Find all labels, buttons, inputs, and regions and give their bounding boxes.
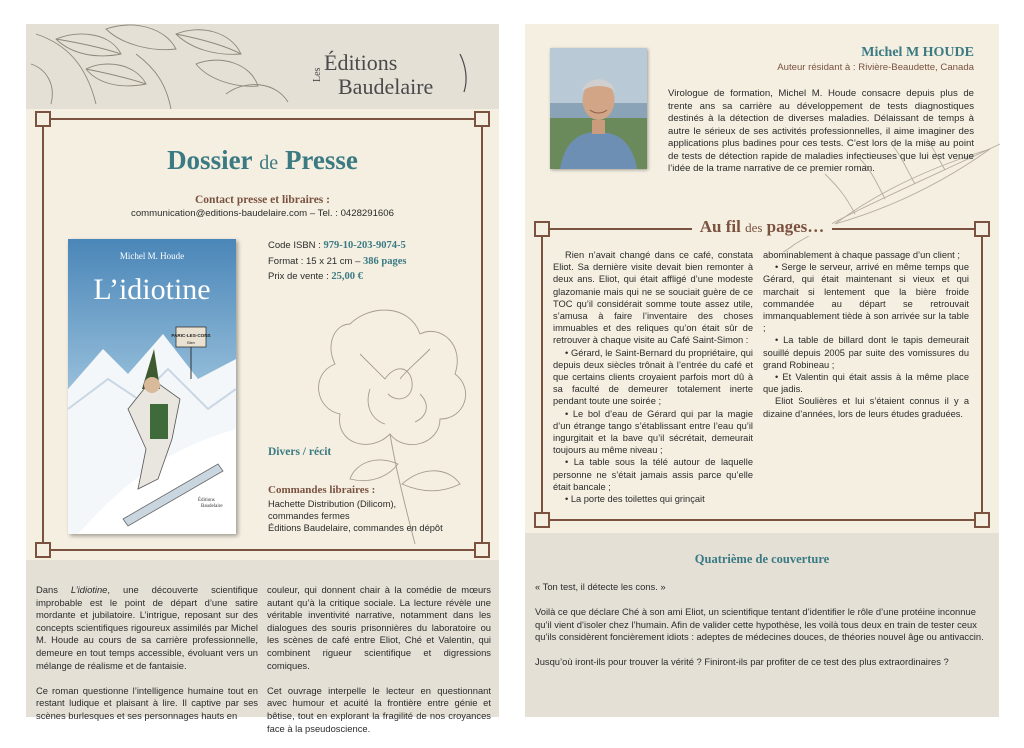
logo-line2: Baudelaire — [338, 74, 434, 99]
excerpt-paragraph: • La table sous la télé autour de laquelle personne ne s’était jamais assis parce qu’elle était bancale ; — [553, 457, 753, 492]
summary-paragraph: couleur, qui donnent chair à la comédie de mœurs autant qu’à la critique sociale. La lecture révèle une véritable inventivité narrative, notamment dans les dialogues des souris prisonnières du laboratoire ou les scènes de café entre Eliot, Ché et Valentin, qui combinent rigueur scientifique et digressions comiques. — [267, 584, 491, 671]
excerpt-paragraph: Eliot Soulières et lui s’étaient connus il y a dizaine d’années, lors de leurs études graduées. — [763, 396, 969, 419]
orders-line: commandes fermes — [268, 511, 350, 521]
title-word: de — [259, 152, 279, 174]
format-row — [268, 254, 407, 270]
excerpt-column — [763, 249, 969, 420]
frame-corner — [474, 111, 490, 127]
excerpt-paragraph: • Et Valentin qui était assis à la même place que jadis. — [763, 372, 969, 395]
price-label: Prix de vente : — [268, 271, 329, 282]
header-band — [26, 24, 499, 109]
back-cover-title: Quatrième de couverture — [694, 552, 830, 566]
orders-line: Éditions Baudelaire, commandes en dépôt — [268, 523, 443, 533]
author-photo — [550, 48, 647, 169]
book-title-em: L’idiotine — [70, 584, 108, 595]
logo-line1: Éditions — [324, 50, 398, 75]
excerpt-paragraph: • La table de billard dont le tapis demeurait souillé depuis 2005 par suite des vomissures du grand Robineau ; — [763, 335, 969, 370]
author-location: Auteur résidant à : Rivière-Beaudette, Canada — [777, 62, 974, 73]
contact-heading: Contact presse et libraires : — [195, 194, 330, 206]
back-cover-paragraph: « Ton test, il détecte les cons. » — [535, 581, 666, 592]
format-label: Format : 15 x 21 cm – — [268, 255, 361, 267]
orders-heading: Commandes libraires : — [268, 484, 376, 496]
excerpt-title — [525, 217, 999, 237]
back-cover-paragraph: Jusqu’où iront-ils pour trouver la vérité ? Finiront-ils par profiter de ce test des plus extraordinaires ? — [535, 656, 949, 667]
title-word: Au fil — [699, 217, 741, 236]
isbn-label: Code ISBN : — [268, 240, 321, 251]
logo-quill — [460, 54, 466, 92]
editions-baudelaire-logo — [310, 44, 490, 104]
cover-title: L’idiotine — [93, 273, 211, 306]
summary-text: Dans — [36, 584, 71, 595]
leaves-decoration — [26, 24, 326, 109]
contact-line: communication@editions-baudelaire.com – Tel. : 0428291606 — [131, 208, 394, 219]
summary-paragraph — [36, 584, 258, 672]
left-page — [26, 24, 499, 734]
back-cover-text — [535, 581, 987, 681]
orders-line: Hachette Distribution (Dilicom), — [268, 499, 397, 509]
book-cover — [68, 239, 236, 534]
summary-band — [26, 560, 499, 734]
frame-corner — [534, 512, 550, 528]
genre-label: Divers / récit — [268, 446, 332, 458]
isbn-value: 979-10-203-9074-5 — [323, 240, 406, 251]
cover-sign-line2: Bien — [187, 341, 195, 345]
back-cover-band — [525, 533, 999, 717]
right-page — [525, 24, 999, 717]
title-word: pages… — [766, 217, 825, 236]
book-info — [268, 238, 407, 285]
summary-text: , une découverte scientifique improbable est le point de départ d’une satire mordante et jubilatoire. L’intrigue, reposant sur des concepts scientifiques rigoureux assimilés par Michel M. Houde au cours de sa carrière professionnelle, demeure en tout temps accessible, évoluant vers un mélange de réalisme et de fantaisie. — [36, 584, 258, 671]
title-word: des — [745, 220, 763, 235]
excerpt-column — [553, 249, 753, 505]
author-bio: Virologue de formation, Michel M. Houde consacre depuis plus de trente ans sa carrière au développement de tests diagnostiques destinés à la détection de diverses maladies. Délaissant de temps à autre le sérieux de ses activités professionnelles, il aime imaginer des applications plus badines pour ces tests. C’est lors de la mise au point de tests de détection rapide de maladies infectieuses que lui est venue l’idée de la trame narrative de ce premier roman. — [668, 88, 974, 174]
excerpt-paragraph: • Le bol d’eau de Gérard qui par la magie d’un étrange tango s’établissant entre l’eau qu’il ingurgitait et la bave qu’il sécrétait, demeurait toujours au même niveau ; — [553, 408, 753, 456]
frame-corner — [35, 111, 51, 127]
excerpt-paragraph: • Serge le serveur, arrivé en même temps que Gérard, qui était maintenant si vieux et qui marchait si lentement que la bière froide commandée au départ se retrouvait immanquablement tiède à son arrivée sur la table ; — [763, 262, 969, 334]
summary-column — [36, 584, 258, 735]
excerpt-paragraph: abominablement à chaque passage d’un client ; — [763, 250, 960, 260]
frame-corner — [474, 542, 490, 558]
summary-paragraph: Cet ouvrage interpelle le lecteur en questionnant avec humour et acuité la frontière entre génie et bêtise, tout en explorant la fragilité de nos croyances face à la pseudoscience. — [267, 684, 491, 734]
title-word: Dossier — [167, 145, 253, 175]
price-value: 25,00 € — [331, 271, 363, 282]
cover-author: Michel M. Houde — [119, 251, 185, 261]
title-word: Presse — [284, 145, 358, 175]
summary-column — [267, 584, 491, 748]
frame-corner — [974, 512, 990, 528]
excerpt-title-bg — [692, 217, 833, 236]
excerpt-paragraph: • La porte des toilettes qui grinçait — [565, 494, 705, 505]
excerpt-paragraph: Rien n’avait changé dans ce café, constata Eliot. Sa dernière visite devait bien remonter à deux ans. Eliot, qui était affligé d’une modeste glazomanie mais qui ne se souciait guère de ce TOC qu’il considérait somme toute assez utile, s’amusa à faire l’inventaire des choses immuables et des reliques qu’on était sûr de retrouver à chaque visite au Café Saint-Simon : — [553, 250, 753, 346]
author-name: Michel M HOUDE — [861, 45, 974, 60]
frame-corner — [35, 542, 51, 558]
cover-publisher-line1: Éditions — [198, 498, 215, 503]
page-title — [26, 145, 499, 176]
format-value: 386 pages — [363, 255, 407, 267]
price-row — [268, 269, 407, 285]
summary-paragraph: Ce roman questionne l’intelligence humaine tout en restant ludique et plaisant à lire. Il captive par ses scènes burlesques et ses personnages hauts en — [36, 684, 258, 721]
isbn-row — [268, 238, 407, 254]
cover-publisher-line2: Baudelaire — [201, 504, 223, 509]
back-cover-paragraph: Voilà ce que déclare Ché à son ami Eliot, un scientifique tentant d’identifier le rôle d’une protéine inconnue qu’il vient d’isoler chez l’humain. Afin de valider cette hypothèse, les voilà tous deux en train de tester ceux qu’ils considèrent foncièrement idiots : adeptes de médecines douces, de théories nouvel âge ou antivaccin. — [535, 606, 984, 642]
logo-prefix: Les — [312, 67, 323, 82]
cover-sign-line1: PARIC-LES-CONS — [171, 333, 211, 338]
excerpt-paragraph: • Gérard, le Saint-Bernard du propriétaire, qui depuis deux siècles trônait à l’entrée du café et que certains clients croyaient parfois mort dû à sa faculté de demeurer totalement inerte pendant toute une soirée ; — [553, 347, 753, 407]
